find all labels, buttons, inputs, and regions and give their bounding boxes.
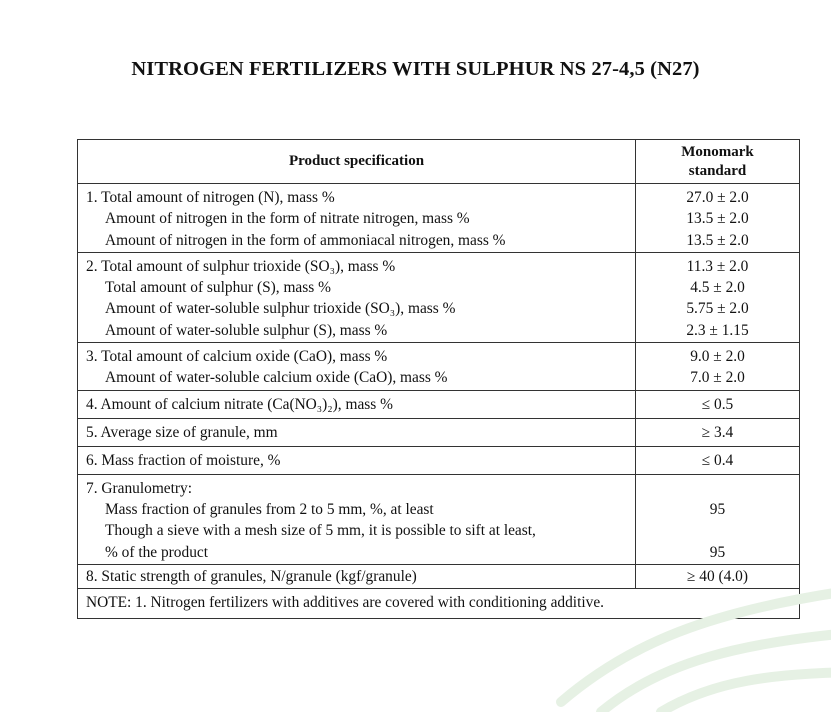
spec-item-label: 2. Total amount of sulphur trioxide (SO₃), mass % [86,257,396,275]
spec-subitem-label: Though a sieve with a mesh size of 5 mm, it is possible to sift at least, [105,522,536,540]
spec-value: 4.5 ± 2.0 [690,279,745,297]
spec-item-label: 1. Total amount of nitrogen (N), mass % [86,189,335,206]
spec-value: ≤ 0.4 [701,451,734,469]
spec-subitem-label: Amount of nitrogen in the form of nitrate nitrogen, mass % [105,210,470,228]
spec-subitem-label: % of the product [105,543,208,561]
table-row [78,343,800,391]
spec-subitem-label: Amount of water-soluble sulphur trioxide (SO₃), mass % [105,300,456,318]
header-standard-line2: standard [688,162,747,179]
spec-cell [78,418,636,446]
spec-item-label: 3. Total amount of calcium oxide (CaO), mass % [86,348,388,366]
spec-subitem-label: Amount of water-soluble calcium oxide (CaO), mass % [105,369,448,387]
spec-cell [78,252,636,342]
spec-value: 2.3 ± 1.15 [686,321,749,339]
note-text: NOTE: 1. Nitrogen fertilizers with additives are covered with conditioning additive. [78,588,800,618]
document-title: NITROGEN FERTILIZERS WITH SULPHUR NS 27-4,5 (N27) [131,58,700,80]
spec-value: ≤ 0.5 [701,395,734,413]
spec-item-label: 8. Static strength of granules, N/granule (kgf/granule) [86,567,417,585]
spec-value: 9.0 ± 2.0 [690,348,745,366]
spec-subitem-label: Total amount of sulphur (S), mass % [105,279,331,297]
table-row [78,184,800,253]
spec-cell [78,184,636,253]
spec-value: ≥ 3.4 [701,423,734,441]
value-cell [636,343,800,391]
spec-item-label: 7. Granulometry: [86,479,192,497]
table-row [78,252,800,342]
spec-subitem-label: Amount of nitrogen in the form of ammoniacal nitrogen, mass % [105,231,506,249]
spec-value: 95 [709,500,726,518]
value-cell [636,252,800,342]
header-product-specification: Product specification [78,140,636,184]
value-cell [636,390,800,418]
spec-value: 95 [709,543,726,561]
spec-subitem-label: Amount of water-soluble sulphur (S), mass % [105,321,388,339]
spec-value: 5.75 ± 2.0 [686,300,749,318]
spec-value: ≥ 40 (4.0) [686,567,749,585]
spec-value: 11.3 ± 2.0 [686,257,749,275]
spec-value: 13.5 ± 2.0 [686,210,749,228]
table-header-row [78,140,800,184]
spec-cell [78,343,636,391]
spec-value: 7.0 ± 2.0 [690,369,745,387]
table-row [78,390,800,418]
table-row [78,418,800,446]
value-cell [636,418,800,446]
spec-item-label: 4. Amount of calcium nitrate (Ca(NO₃)₂), mass % [86,395,393,413]
spec-cell [78,390,636,418]
spec-value [636,478,799,499]
value-cell [636,446,800,474]
leaf-watermark-icon [541,532,831,712]
header-standard-line1: Monomark [681,143,754,160]
spec-cell [78,446,636,474]
value-cell [636,184,800,253]
spec-subitem-label: Mass fraction of granules from 2 to 5 mm, %, at least [105,500,434,518]
spec-item-label: 6. Mass fraction of moisture, % [86,451,281,469]
spec-value: 27.0 ± 2.0 [686,189,749,206]
header-monomark-standard [636,140,800,184]
table-body [78,184,800,589]
table-row [78,446,800,474]
spec-value: 13.5 ± 2.0 [686,231,749,249]
spec-item-label: 5. Average size of granule, mm [86,423,278,441]
